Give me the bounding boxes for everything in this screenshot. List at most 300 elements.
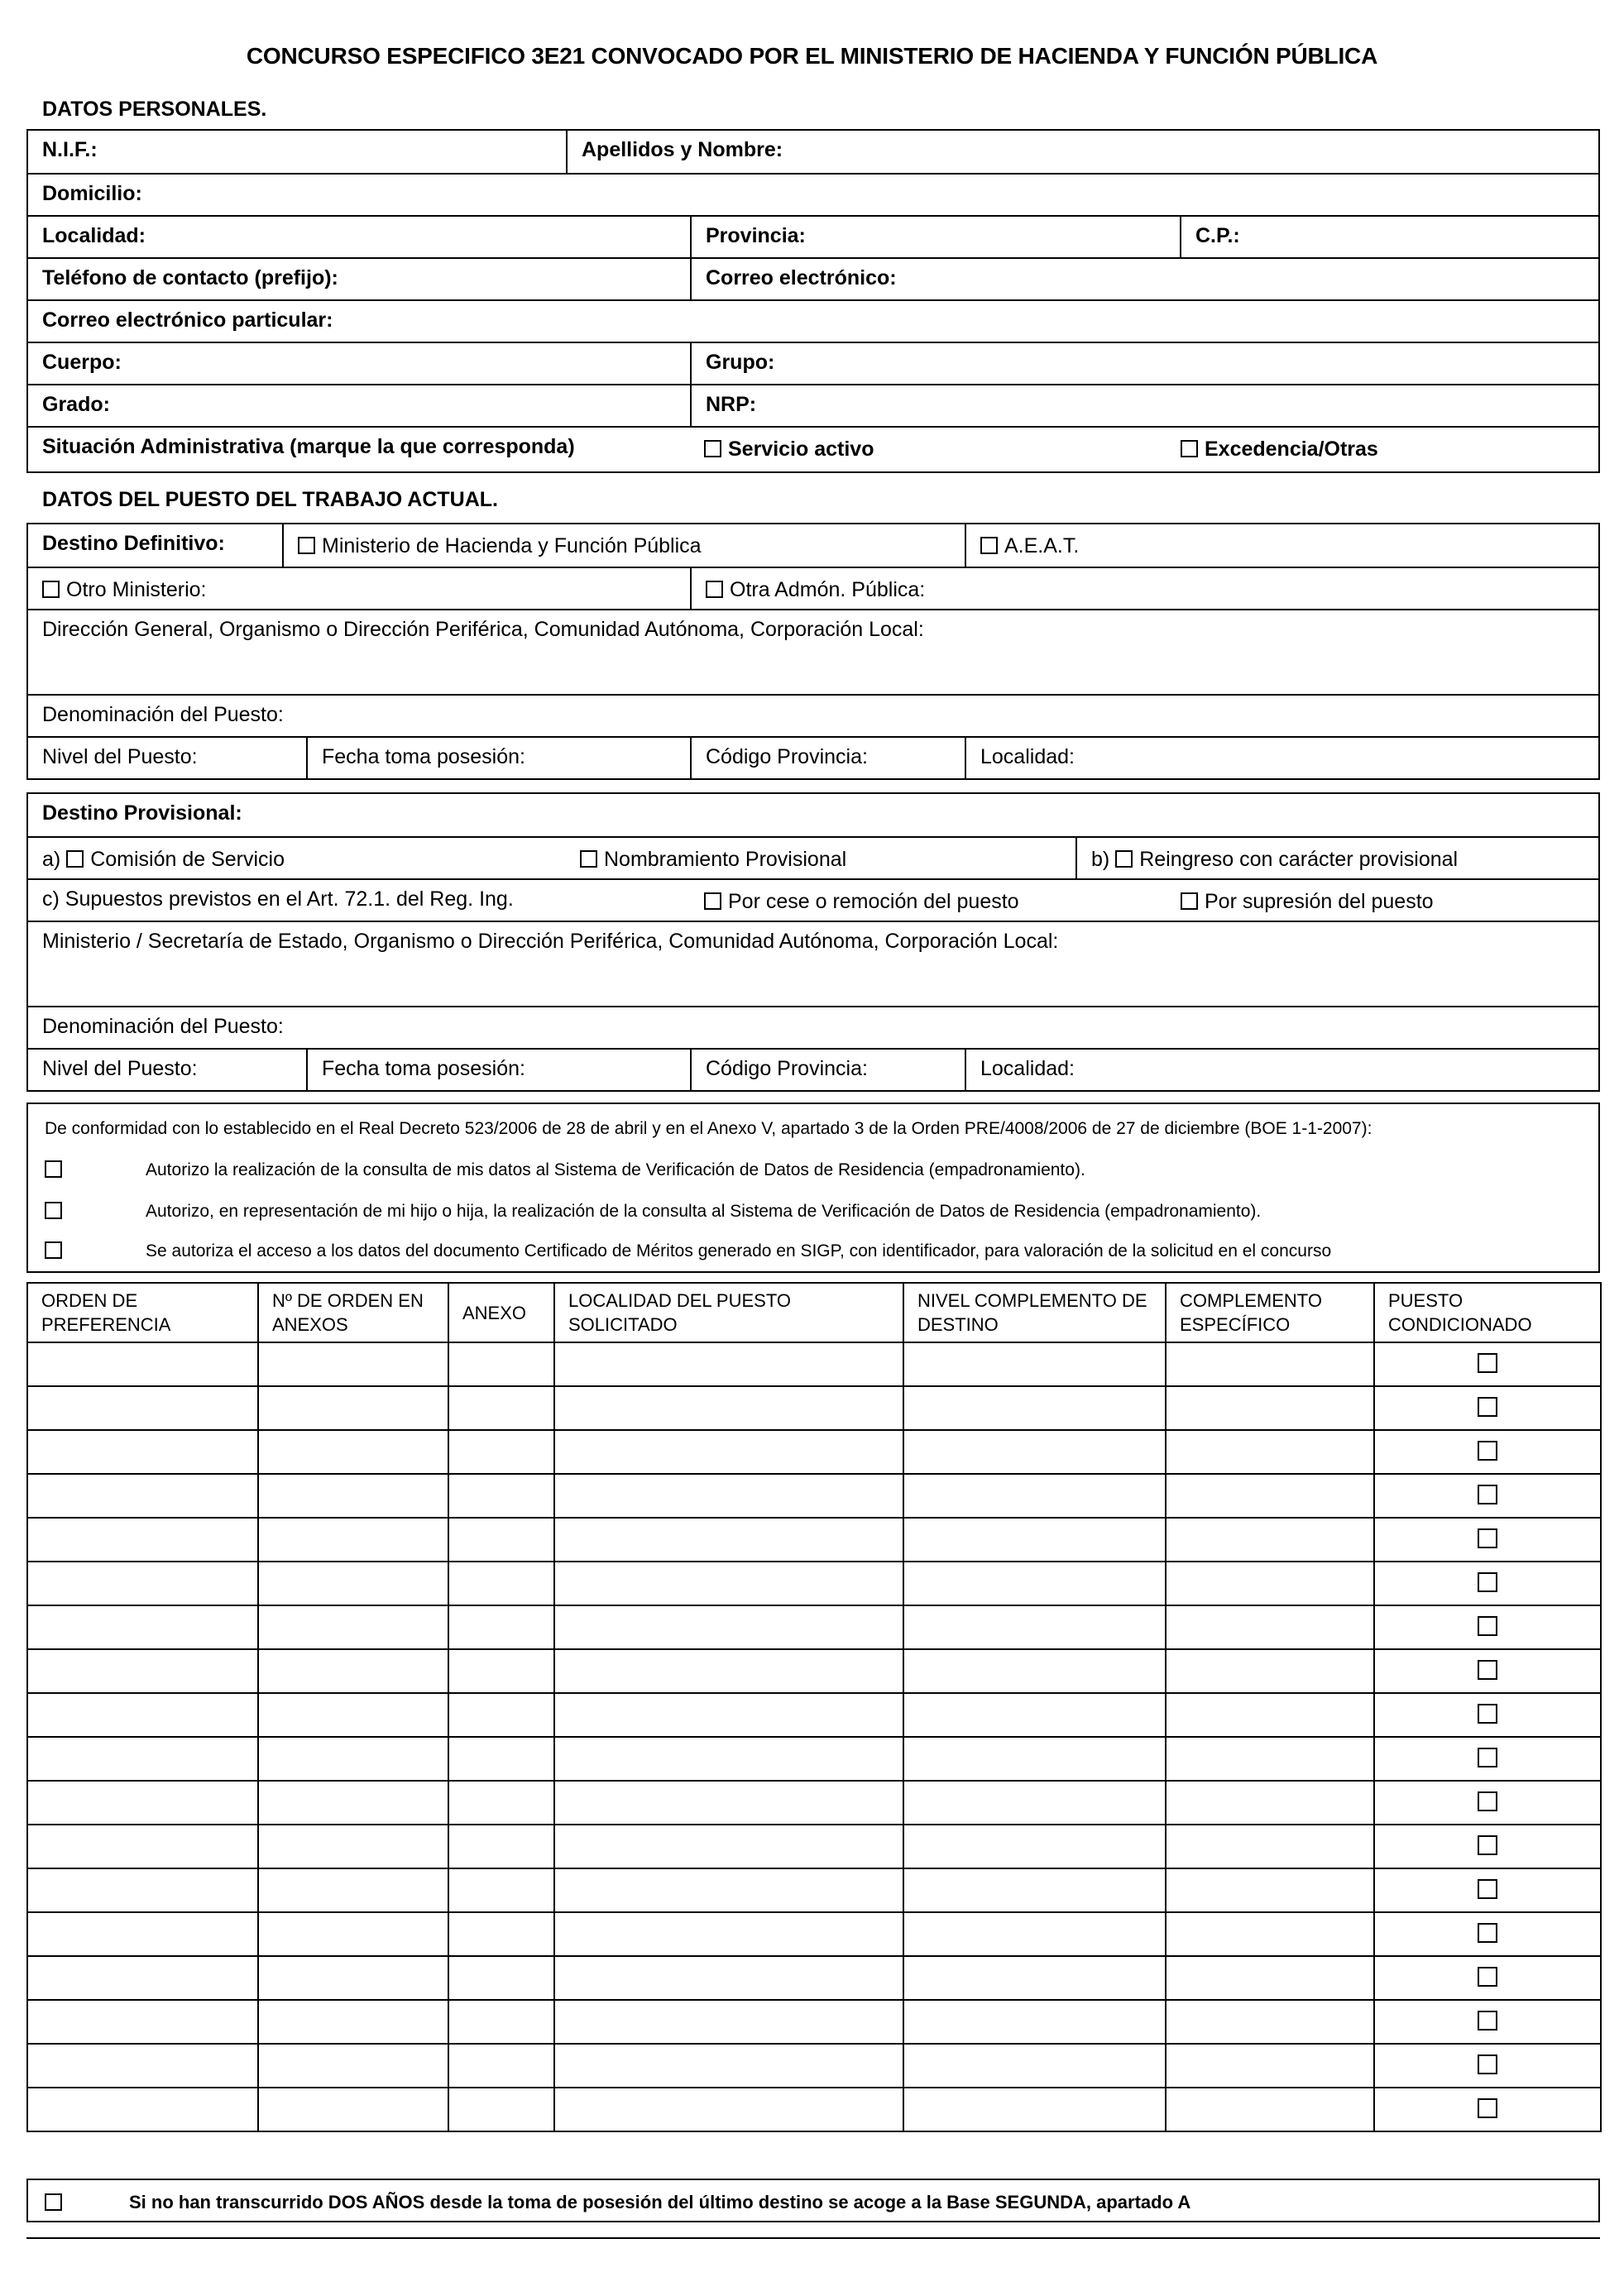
provisional-row-5 (28, 1006, 1598, 1050)
preference-order-cell[interactable] (27, 1605, 258, 1649)
conditioned-post-cell (1374, 1693, 1601, 1737)
email-label: Correo electrónico: (706, 266, 897, 289)
conditioned-post-checkbox[interactable] (1478, 1923, 1497, 1943)
dismissal-label: Por cese o remoción del puesto (728, 890, 1019, 913)
annex-order-cell[interactable] (258, 1562, 448, 1605)
two-years-checkbox[interactable] (45, 2193, 62, 2211)
document-title: CONCURSO ESPECIFICO 3E21 CONVOCADO POR EL MINISTERIO DE HACIENDA Y FUNCIÓN PÚBLICA (246, 43, 1378, 69)
preferences-table (26, 1282, 1602, 2132)
post-city-cell[interactable] (554, 1649, 903, 1693)
table-row (27, 1518, 1601, 1562)
personal-data-heading: DATOS PERSONALES. (42, 98, 267, 121)
conditioned-post-checkbox[interactable] (1478, 2054, 1497, 2074)
reentry-checkbox[interactable] (1115, 850, 1133, 868)
personal-row-domicilio (28, 173, 1598, 217)
province-label: Provincia: (706, 224, 806, 247)
admin-status-label: Situación Administrativa (marque la que corresponda) (42, 435, 575, 458)
post-city-cell[interactable] (554, 1430, 903, 1474)
service-commission-label: Comisión de Servicio (90, 848, 285, 871)
conditioned-post-checkbox[interactable] (1478, 1879, 1497, 1899)
specific-complement-cell[interactable] (1166, 1868, 1374, 1912)
specific-complement-cell[interactable] (1166, 1474, 1374, 1518)
annex-cell[interactable] (448, 1956, 554, 2000)
specific-complement-cell[interactable] (1166, 1781, 1374, 1825)
conditioned-post-checkbox[interactable] (1478, 1528, 1497, 1548)
option-a-label: a) (42, 848, 61, 871)
conditioned-post-checkbox[interactable] (1478, 1485, 1497, 1504)
annex-order-cell[interactable] (258, 1737, 448, 1781)
definitive-post-label: Destino Definitivo: (42, 532, 225, 555)
city-field[interactable] (28, 217, 690, 259)
definitive-row-3 (28, 609, 1598, 696)
annex-cell[interactable] (448, 1737, 554, 1781)
post-suppression-option[interactable] (1167, 880, 1598, 922)
postal-code-field[interactable] (1180, 217, 1598, 259)
table-row (27, 1474, 1601, 1518)
nrp-label: NRP: (706, 393, 757, 416)
provisional-row-3 (28, 878, 1598, 922)
post-level-label: Nivel del Puesto: (42, 745, 198, 768)
destination-level-cell[interactable] (903, 1386, 1166, 1430)
city-label: Localidad: (42, 224, 146, 247)
postal-code-label: C.P.: (1195, 224, 1240, 247)
destination-level-cell[interactable] (903, 2088, 1166, 2131)
conditioned-post-cell (1374, 1825, 1601, 1868)
post-city-cell[interactable] (554, 1693, 903, 1737)
personal-row-correo-particular (28, 299, 1598, 343)
dismissal-checkbox[interactable] (704, 892, 721, 910)
conditioned-post-checkbox[interactable] (1478, 2098, 1497, 2118)
other-administration-checkbox[interactable] (706, 581, 723, 598)
nif-field[interactable] (28, 131, 566, 173)
table-row (27, 1386, 1601, 1430)
table-row (27, 1605, 1601, 1649)
destination-level-cell[interactable] (903, 1342, 1166, 1386)
preference-order-cell[interactable] (27, 1868, 258, 1912)
post-city-field[interactable] (965, 738, 1598, 780)
group-field[interactable] (690, 343, 1598, 385)
destination-level-cell[interactable] (903, 2000, 1166, 2044)
aeat-label: A.E.A.T. (1004, 534, 1080, 557)
consent-child-checkbox[interactable] (45, 1202, 62, 1219)
table-row (27, 2044, 1601, 2088)
provisional-city-field[interactable] (965, 1050, 1598, 1092)
provisional-province-code-label: Código Provincia: (706, 1057, 868, 1080)
destination-level-cell[interactable] (903, 1825, 1166, 1868)
directorate-field[interactable] (28, 610, 1598, 696)
annex-order-cell[interactable] (258, 1474, 448, 1518)
specific-complement-cell[interactable] (1166, 1605, 1374, 1649)
aeat-option[interactable] (965, 524, 1598, 567)
definitive-row-4 (28, 694, 1598, 738)
preference-order-cell[interactable] (27, 1386, 258, 1430)
annex-order-cell[interactable] (258, 1649, 448, 1693)
conditioned-post-cell (1374, 1605, 1601, 1649)
annex-order-cell[interactable] (258, 1386, 448, 1430)
personal-email-label: Correo electrónico particular: (42, 309, 333, 332)
specific-complement-cell[interactable] (1166, 2088, 1374, 2131)
annex-cell[interactable] (448, 1430, 554, 1474)
table-row (27, 1912, 1601, 1956)
annex-cell[interactable] (448, 1562, 554, 1605)
annex-order-cell[interactable] (258, 1430, 448, 1474)
conditioned-post-checkbox[interactable] (1478, 1572, 1497, 1592)
annex-cell[interactable] (448, 1386, 554, 1430)
col-header-annex: ANEXO (448, 1283, 554, 1342)
destination-level-cell[interactable] (903, 2044, 1166, 2088)
conditioned-post-cell (1374, 2088, 1601, 2131)
post-city-cell[interactable] (554, 1605, 903, 1649)
definitive-row-1 (28, 524, 1598, 567)
destination-level-cell[interactable] (903, 1474, 1166, 1518)
destination-level-cell[interactable] (903, 1562, 1166, 1605)
preference-order-cell[interactable] (27, 1430, 258, 1474)
ministry-finance-label: Ministerio de Hacienda y Función Pública (322, 534, 702, 557)
personal-row-nif (28, 131, 1598, 173)
destination-level-cell[interactable] (903, 1518, 1166, 1562)
preference-order-cell[interactable] (27, 1737, 258, 1781)
specific-complement-cell[interactable] (1166, 2000, 1374, 2044)
post-city-cell[interactable] (554, 1386, 903, 1430)
conditioned-post-cell (1374, 2000, 1601, 2044)
active-service-checkbox[interactable] (704, 440, 721, 457)
post-city-cell[interactable] (554, 1474, 903, 1518)
conditioned-post-checkbox[interactable] (1478, 1353, 1497, 1373)
table-row (27, 1649, 1601, 1693)
annex-order-cell[interactable] (258, 1912, 448, 1956)
table-row (27, 1562, 1601, 1605)
conditioned-post-checkbox[interactable] (1478, 1748, 1497, 1767)
destination-level-cell[interactable] (903, 1956, 1166, 2000)
annex-cell[interactable] (448, 2088, 554, 2131)
annex-cell[interactable] (448, 2000, 554, 2044)
leave-other-checkbox[interactable] (1181, 440, 1198, 457)
active-service-label: Servicio activo (728, 438, 874, 461)
preference-order-cell[interactable] (27, 1474, 258, 1518)
preference-order-cell[interactable] (27, 1912, 258, 1956)
provisional-appointment-checkbox[interactable] (580, 850, 597, 868)
annex-order-cell[interactable] (258, 2000, 448, 2044)
post-suppression-label: Por supresión del puesto (1205, 890, 1434, 913)
post-city-cell[interactable] (554, 1912, 903, 1956)
post-city-cell[interactable] (554, 1518, 903, 1562)
province-field[interactable] (690, 217, 1180, 259)
annex-cell[interactable] (448, 1649, 554, 1693)
annex-order-cell[interactable] (258, 1605, 448, 1649)
consent-item-residence[interactable] (45, 1160, 1085, 1181)
consent-child-label: Autorizo, en representación de mi hijo o hija, la realización de la consulta al Sistema de Verificación de Datos de Residencia (empadronamiento). (146, 1202, 1262, 1221)
conditioned-post-cell (1374, 2044, 1601, 2088)
preference-order-cell[interactable] (27, 2044, 258, 2088)
specific-complement-cell[interactable] (1166, 1518, 1374, 1562)
specific-complement-cell[interactable] (1166, 1342, 1374, 1386)
post-city-cell[interactable] (554, 1956, 903, 2000)
reentry-option[interactable] (1075, 838, 1598, 880)
consent-intro: De conformidad con lo establecido en el Real Decreto 523/2006 de 28 de abril y en el Anexo V, apartado 3 de la Orden PRE/4008/2006 de 27 de diciembre (BOE 1-1-2007): (45, 1119, 1372, 1138)
table-row (27, 1868, 1601, 1912)
personal-email-field[interactable] (28, 301, 690, 343)
post-city-cell[interactable] (554, 1781, 903, 1825)
post-city-cell[interactable] (554, 1825, 903, 1868)
col-header-preference-order: ORDEN DE PREFERENCIA (27, 1283, 258, 1342)
annex-order-cell[interactable] (258, 1693, 448, 1737)
provisional-post-name-field[interactable] (28, 1007, 1598, 1050)
table-row (27, 1430, 1601, 1474)
preference-order-cell[interactable] (27, 1825, 258, 1868)
phone-field[interactable] (28, 259, 690, 301)
service-commission-option[interactable] (28, 838, 566, 880)
provisional-post-label: Destino Provisional: (42, 801, 242, 825)
preference-order-cell[interactable] (27, 1518, 258, 1562)
post-city-cell[interactable] (554, 1868, 903, 1912)
name-field[interactable] (566, 131, 1598, 173)
bottom-divider (26, 2237, 1600, 2239)
two-years-note: Si no han transcurrido DOS AÑOS desde la toma de posesión del último destino se acoge a la Base SEGUNDA, apartado A (129, 2192, 1191, 2212)
annex-cell[interactable] (448, 1605, 554, 1649)
col-header-specific-complement: COMPLEMENTO ESPECÍFICO (1166, 1283, 1374, 1342)
personal-row-localidad (28, 215, 1598, 259)
post-city-cell[interactable] (554, 1737, 903, 1781)
conditioned-post-cell (1374, 1781, 1601, 1825)
post-city-cell[interactable] (554, 2088, 903, 2131)
conditioned-post-cell (1374, 1956, 1601, 2000)
annex-cell[interactable] (448, 1342, 554, 1386)
service-commission-checkbox[interactable] (66, 850, 84, 868)
col-header-annex-order: Nº DE ORDEN EN ANEXOS (258, 1283, 448, 1342)
table-row (27, 1781, 1601, 1825)
preference-order-cell[interactable] (27, 2088, 258, 2131)
consent-box (26, 1103, 1600, 1273)
leave-other-option[interactable] (1167, 428, 1598, 473)
annex-cell[interactable] (448, 1518, 554, 1562)
other-ministry-option[interactable] (28, 568, 690, 610)
annex-cell[interactable] (448, 1825, 554, 1868)
annex-cell[interactable] (448, 1868, 554, 1912)
col-header-conditioned-post: PUESTO CONDICIONADO (1374, 1283, 1601, 1342)
specific-complement-cell[interactable] (1166, 1956, 1374, 2000)
post-suppression-checkbox[interactable] (1181, 892, 1198, 910)
other-administration-label: Otra Admón. Pública: (730, 578, 926, 601)
table-row (27, 2000, 1601, 2044)
annex-order-cell[interactable] (258, 1956, 448, 2000)
current-job-heading: DATOS DEL PUESTO DEL TRABAJO ACTUAL. (42, 488, 498, 511)
conditioned-post-checkbox[interactable] (1478, 1704, 1497, 1724)
provisional-city-label: Localidad: (980, 1057, 1075, 1080)
active-service-option[interactable] (690, 428, 1170, 473)
personal-row-cuerpo (28, 342, 1598, 385)
conditioned-post-cell (1374, 1474, 1601, 1518)
provisional-post-box (26, 792, 1600, 1092)
specific-complement-cell[interactable] (1166, 1562, 1374, 1605)
table-row (27, 1825, 1601, 1868)
personal-row-telefono (28, 257, 1598, 301)
ministry-finance-option[interactable] (282, 524, 965, 567)
destination-level-cell[interactable] (903, 1868, 1166, 1912)
nif-label: N.I.F.: (42, 138, 98, 161)
conditioned-post-checkbox[interactable] (1478, 1660, 1497, 1680)
table-row (27, 1342, 1601, 1386)
definitive-row-5 (28, 736, 1598, 780)
consent-item-child[interactable] (45, 1202, 1262, 1222)
post-level-field[interactable] (28, 738, 306, 780)
conditioned-post-checkbox[interactable] (1478, 1397, 1497, 1417)
conditioned-post-cell (1374, 1562, 1601, 1605)
annex-order-cell[interactable] (258, 2088, 448, 2131)
consent-certificate-checkbox[interactable] (45, 1241, 62, 1259)
table-row (27, 1956, 1601, 2000)
post-city-cell[interactable] (554, 1342, 903, 1386)
post-city-label: Localidad: (980, 745, 1075, 768)
provisional-date-field[interactable] (306, 1050, 690, 1092)
group-label: Grupo: (706, 351, 775, 374)
post-name-field[interactable] (28, 696, 1598, 738)
destination-level-cell[interactable] (903, 1912, 1166, 1956)
specific-complement-cell[interactable] (1166, 1430, 1374, 1474)
dismissal-option[interactable] (690, 880, 1170, 922)
destination-level-cell[interactable] (903, 1649, 1166, 1693)
conditioned-post-cell (1374, 1430, 1601, 1474)
destination-level-cell[interactable] (903, 1605, 1166, 1649)
grade-field[interactable] (28, 385, 690, 428)
provisional-appointment-option[interactable] (566, 838, 1104, 880)
address-field[interactable] (28, 175, 1598, 217)
reentry-label: Reingreso con carácter provisional (1139, 848, 1459, 871)
consent-certificate-label: Se autoriza el acceso a los datos del documento Certificado de Méritos generado en SIGP, con identificador, para valoración de la solicitud en el concurso (146, 1241, 1332, 1260)
annex-order-cell[interactable] (258, 2044, 448, 2088)
table-row (27, 1737, 1601, 1781)
preference-order-cell[interactable] (27, 1956, 258, 2000)
personal-email-value[interactable] (690, 301, 1598, 343)
col-header-destination-level: NIVEL COMPLEMENTO DE DESTINO (903, 1283, 1166, 1342)
province-code-field[interactable] (690, 738, 965, 780)
conditioned-post-checkbox[interactable] (1478, 1967, 1497, 1987)
consent-residence-checkbox[interactable] (45, 1160, 62, 1178)
directorate-label: Dirección General, Organismo o Dirección Periférica, Comunidad Autónoma, Corporación Local: (42, 618, 924, 641)
other-ministry-checkbox[interactable] (42, 581, 60, 598)
ministry-finance-checkbox[interactable] (298, 537, 315, 554)
conditioned-post-checkbox[interactable] (1478, 1441, 1497, 1461)
personal-data-box (26, 129, 1600, 473)
destination-level-cell[interactable] (903, 1430, 1166, 1474)
annex-order-cell[interactable] (258, 1781, 448, 1825)
table-row (27, 2088, 1601, 2131)
annex-cell[interactable] (448, 2044, 554, 2088)
specific-complement-cell[interactable] (1166, 1737, 1374, 1781)
annex-order-cell[interactable] (258, 1518, 448, 1562)
leave-other-label: Excedencia/Otras (1205, 438, 1378, 461)
preference-order-cell[interactable] (27, 1562, 258, 1605)
email-field[interactable] (690, 259, 1598, 301)
provisional-row-2 (28, 836, 1598, 880)
other-ministry-label: Otro Ministerio: (66, 578, 207, 601)
provisional-level-field[interactable] (28, 1050, 306, 1092)
conditioned-post-checkbox[interactable] (1478, 1616, 1497, 1636)
specific-complement-cell[interactable] (1166, 1912, 1374, 1956)
personal-row-grado (28, 384, 1598, 428)
specific-complement-cell[interactable] (1166, 1649, 1374, 1693)
annex-cell[interactable] (448, 1474, 554, 1518)
specific-complement-cell[interactable] (1166, 1825, 1374, 1868)
destination-level-cell[interactable] (903, 1737, 1166, 1781)
provisional-row-6 (28, 1048, 1598, 1092)
annex-order-cell[interactable] (258, 1342, 448, 1386)
annex-order-cell[interactable] (258, 1868, 448, 1912)
post-city-cell[interactable] (554, 2000, 903, 2044)
provisional-row-1 (28, 794, 1598, 836)
possession-date-field[interactable] (306, 738, 690, 780)
definitive-post-box (26, 523, 1600, 780)
destination-level-cell[interactable] (903, 1781, 1166, 1825)
preference-order-cell[interactable] (27, 2000, 258, 2044)
provisional-row-4 (28, 921, 1598, 1007)
preference-order-cell[interactable] (27, 1781, 258, 1825)
conditioned-post-cell (1374, 1342, 1601, 1386)
grade-label: Grado: (42, 393, 110, 416)
conditioned-post-cell (1374, 1912, 1601, 1956)
corps-label: Cuerpo: (42, 351, 122, 374)
provisional-level-label: Nivel del Puesto: (42, 1057, 198, 1080)
annex-cell[interactable] (448, 1912, 554, 1956)
name-label: Apellidos y Nombre: (582, 138, 783, 161)
conditioned-post-cell (1374, 1518, 1601, 1562)
specific-complement-cell[interactable] (1166, 2044, 1374, 2088)
table-header-row (27, 1283, 1601, 1342)
definitive-row-2 (28, 567, 1598, 610)
corps-field[interactable] (28, 343, 690, 385)
consent-item-certificate[interactable] (45, 1241, 1332, 1262)
option-b-label: b) (1091, 848, 1110, 871)
possession-date-label: Fecha toma posesión: (322, 745, 525, 768)
annex-cell[interactable] (448, 1693, 554, 1737)
provisional-province-code-field[interactable] (690, 1050, 965, 1092)
provisional-ministry-field[interactable] (28, 922, 1598, 1007)
provisional-appointment-label: Nombramiento Provisional (604, 848, 847, 871)
other-administration-option[interactable] (690, 568, 1598, 610)
provisional-date-label: Fecha toma posesión: (322, 1057, 525, 1080)
annex-order-cell[interactable] (258, 1825, 448, 1868)
personal-row-situacion (28, 426, 1598, 473)
conditioned-post-checkbox[interactable] (1478, 1835, 1497, 1855)
two-years-box (26, 2179, 1600, 2222)
conditioned-post-cell (1374, 1737, 1601, 1781)
destination-level-cell[interactable] (903, 1693, 1166, 1737)
col-header-post-city: LOCALIDAD DEL PUESTO SOLICITADO (554, 1283, 903, 1342)
nrp-field[interactable] (690, 385, 1598, 428)
conditioned-post-checkbox[interactable] (1478, 2011, 1497, 2031)
preferences-table-body (27, 1342, 1601, 2131)
preference-order-cell[interactable] (27, 1342, 258, 1386)
conditioned-post-cell (1374, 1649, 1601, 1693)
provisional-ministry-label: Ministerio / Secretaría de Estado, Organismo o Dirección Periférica, Comunidad Autónoma, Corporación Local: (42, 930, 1059, 953)
provisional-post-name-label: Denominación del Puesto: (42, 1015, 284, 1038)
province-code-label: Código Provincia: (706, 745, 868, 768)
conditioned-post-cell (1374, 1386, 1601, 1430)
consent-residence-label: Autorizo la realización de la consulta de mis datos al Sistema de Verificación de Datos de Residencia (empadronamiento). (146, 1160, 1085, 1179)
aeat-checkbox[interactable] (980, 537, 998, 554)
phone-label: Teléfono de contacto (prefijo): (42, 266, 338, 289)
preference-order-cell[interactable] (27, 1693, 258, 1737)
specific-complement-cell[interactable] (1166, 1386, 1374, 1430)
annex-cell[interactable] (448, 1781, 554, 1825)
regulation-cases-label: c) Supuestos previstos en el Art. 72.1. del Reg. Ing. (42, 887, 514, 911)
preference-order-cell[interactable] (27, 1649, 258, 1693)
post-city-cell[interactable] (554, 1562, 903, 1605)
specific-complement-cell[interactable] (1166, 1693, 1374, 1737)
post-name-label: Denominación del Puesto: (42, 703, 284, 726)
conditioned-post-checkbox[interactable] (1478, 1791, 1497, 1811)
post-city-cell[interactable] (554, 2044, 903, 2088)
table-row (27, 1693, 1601, 1737)
